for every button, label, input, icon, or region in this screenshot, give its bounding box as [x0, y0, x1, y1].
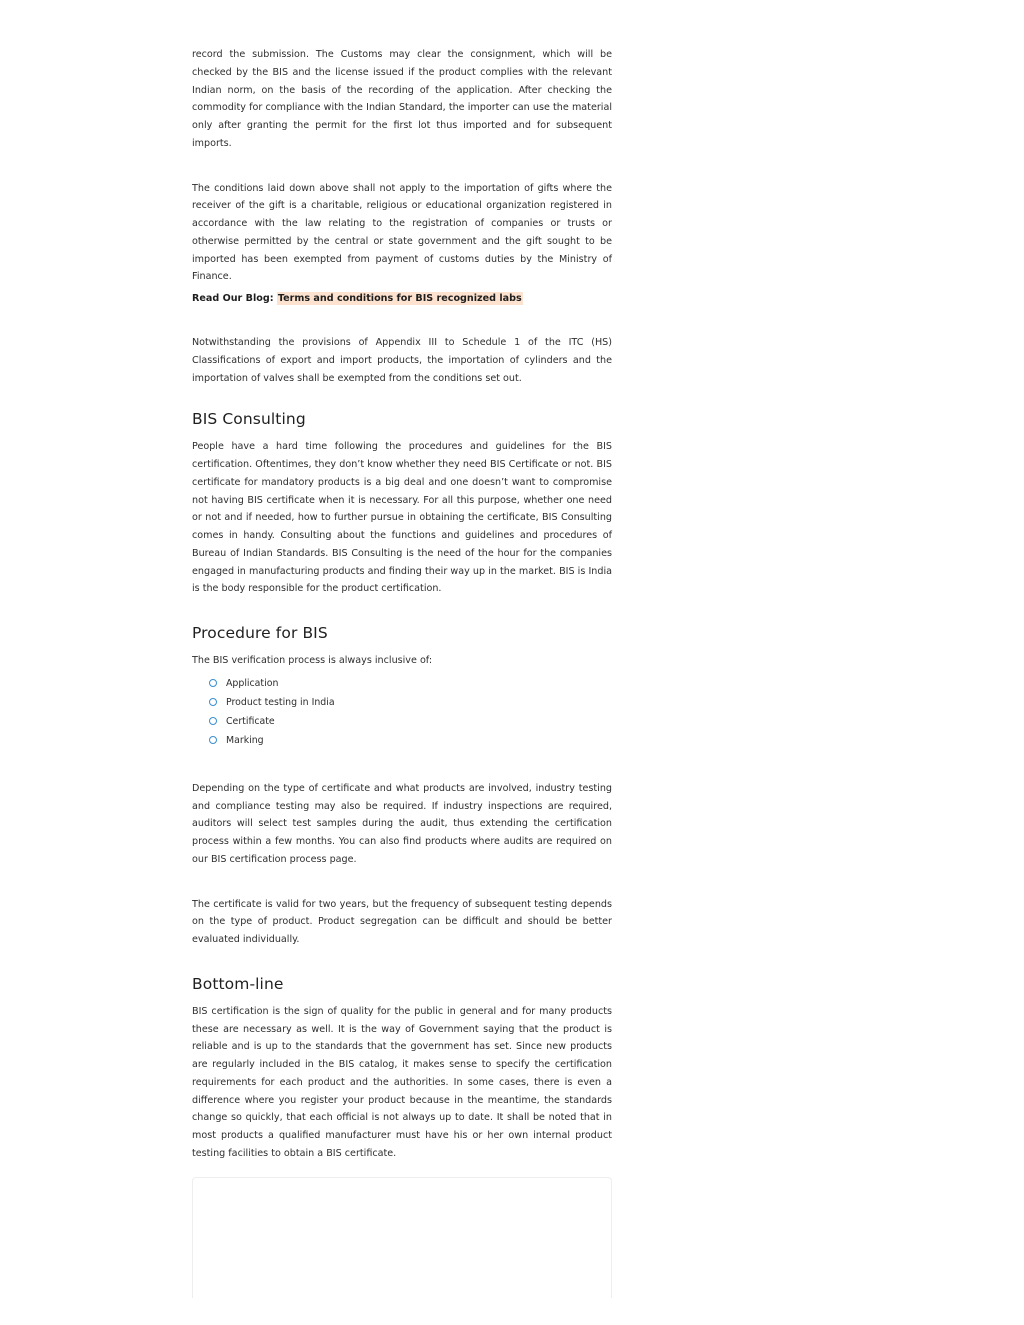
paragraph-customs-clearance: record the submission. The Customs may clear the consignment, which will be checked by the BIS and the license issued if the product complies with the relevant Indian norm, on the basis of the recording of the application. After checking the commodity for compliance with the Indian Standard, the importer can use the material only after granting the permit for the first lot thus imported and for subsequent imports.	[192, 49, 612, 149]
paragraph-procedure-intro: The BIS verification process is always inclusive of:	[192, 655, 433, 666]
paragraph-bis-consulting: People have a hard time following the procedures and guidelines for the BIS certification. Oftentimes, they don’t know whether they need BIS Certificate or not. BIS certificate for mandatory products is a big deal and one doesn’t want to compromise not having BIS certificate when it is necessary. For all this purpose, whether one need or not and if needed, how to further pursue in obtaining the certificate, BIS Consulting comes in handy. Consulting about the functions and guidelines and procedures of Bureau of Indian Standards. BIS Consulting is the need of the hour for the companies engaged in manufacturing products and finding their way up in the market. BIS is India is the body responsible for the product certification.	[192, 441, 612, 595]
heading-bottom-line: Bottom-line	[192, 974, 284, 993]
blog-link[interactable]: Terms and conditions for BIS recognized labs	[277, 293, 522, 304]
blog-prefix: Read Our Blog:	[192, 293, 274, 304]
heading-bis-consulting: BIS Consulting	[192, 410, 306, 429]
list-item	[209, 693, 612, 712]
article-content	[192, 46, 612, 1298]
circle-icon	[209, 717, 217, 725]
circle-icon	[209, 698, 217, 706]
list-item	[209, 712, 612, 731]
list-item-label: Marking	[226, 734, 264, 746]
list-item-label: Certificate	[226, 715, 275, 727]
heading-procedure-for-bis: Procedure for BIS	[192, 624, 328, 642]
list-item	[209, 731, 612, 750]
paragraph-certificate-validity: The certificate is valid for two years, but the frequency of subsequent testing depends on the type of product. Product segregation can be difficult and should be better evaluated individually.	[192, 898, 612, 945]
circle-icon	[209, 679, 217, 687]
circle-icon	[209, 736, 217, 744]
list-item	[209, 674, 612, 693]
paragraph-gift-exemption: The conditions laid down above shall not apply to the importation of gifts where the receiver of the gift is a charitable, religious or educational organization registered in accordance with the law relating to the registration of companies or trusts or otherwise permitted by the central or state government and the gift sought to be imported has been exempted from payment of customs duties by the Ministry of Finance.	[192, 182, 612, 283]
paragraph-testing-requirements: Depending on the type of certificate and what products are involved, industry testing and compliance testing may also be required. If industry inspections are required, auditors will select test samples during the audit, thus extending the certification process within a few months. You can also find products where audits are required on our BIS certification process page.	[192, 782, 612, 865]
list-item-label: Application	[226, 677, 279, 689]
paragraph-cylinders-valves: Notwithstanding the provisions of Appendix III to Schedule 1 of the ITC (HS) Classifications of export and import products, the importation of cylinders and the importation of valves shall be exempted from the conditions set out.	[192, 337, 612, 384]
paragraph-bottom-line: BIS certification is the sign of quality for the public in general and for many products these are necessary as well. It is the way of Government saying that the product is reliable and is up to the standards that the government has set. Since new products are regularly included in the BIS catalog, it makes sense to specify the certification requirements for each product and the authorities. In some cases, there is even a difference where you register your product because in the meantime, the standards change so quickly, that each official is not always up to date. It shall be noted that in most products a qualified manufacturer must have his or her own internal product testing facilities to obtain a BIS certificate.	[192, 1005, 612, 1159]
read-our-blog	[192, 290, 612, 307]
procedure-steps-list	[192, 674, 612, 750]
list-item-label: Product testing in India	[226, 696, 335, 708]
embedded-content-frame	[192, 1177, 612, 1298]
